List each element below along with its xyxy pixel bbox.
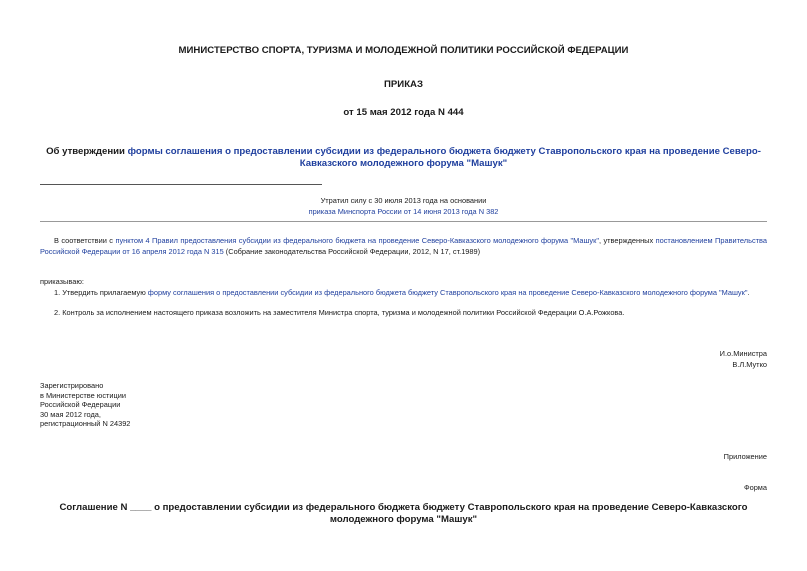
title-divider: [40, 184, 322, 185]
agreement-form-link[interactable]: форму соглашения о предоставлении субсидии из федерального бюджета бюджету Ставропольского края на проведение Северо-Кавказского молодежного форума "Машук": [147, 288, 748, 297]
preamble-text-3: (Собрание законодательства Российской Федерации, 2012, N 17, ст.1989): [223, 247, 481, 256]
form-label: Форма: [743, 483, 767, 492]
order-date-number: от 15 мая 2012 года N 444: [343, 107, 464, 118]
order-title-link[interactable]: формы соглашения о предоставлении субсидии из федерального бюджета бюджету Ставропольского края на проведение Северо-Кавказского молодежного форума "Машук": [127, 146, 761, 169]
ministry-heading: МИНИСТЕРСТВО СПОРТА, ТУРИЗМА И МОЛОДЕЖНОЙ ПОЛИТИКИ РОССИЙСКОЙ ФЕДЕРАЦИИ: [178, 45, 629, 56]
rules-link[interactable]: пунктом 4 Правил предоставления субсидии из федерального бюджета на проведение Северо-Кавказского молодежного форума "Машук": [115, 236, 599, 245]
registration-line: Зарегистрировано: [40, 381, 104, 390]
agreement-title: Соглашение N ____ о предоставлении субсидии из федерального бюджета бюджету Ставропольского края на проведение Северо-Кавказского молодежного форума "Машук": [59, 502, 748, 525]
registration-block: [40, 381, 130, 429]
status-repeal-link[interactable]: приказа Минспорта России от 14 июня 2013 года N 382: [308, 207, 499, 216]
item-1-text: 1. Утвердить прилагаемую: [54, 288, 148, 297]
preamble-text-1: В соответствии с: [54, 236, 116, 245]
order-word: приказываю:: [40, 277, 84, 286]
order-title-prefix: Об утверждении: [46, 146, 128, 157]
signature-name: В.Л.Мутко: [732, 360, 767, 369]
order-item-1: [40, 287, 767, 298]
registration-line: 30 мая 2012 года,: [40, 409, 101, 419]
registration-line: Российской Федерации: [40, 400, 121, 410]
registration-line: регистрационный N 24392: [40, 419, 131, 429]
status-divider: [40, 221, 767, 222]
order-item-2: 2. Контроль за исполнением настоящего приказа возложить на заместителя Министра спорта, туризма и молодежной политики Российской Федерации О.А.Рожкова.: [54, 308, 625, 317]
signature-position: И.о.Министра: [719, 349, 767, 358]
status-line: Утратил силу с 30 июля 2013 года на основании: [320, 196, 487, 205]
appendix-label: Приложение: [723, 452, 767, 461]
preamble-text-2: , утвержденных: [598, 236, 656, 245]
preamble-paragraph: [40, 235, 767, 257]
document-type: ПРИКАЗ: [384, 79, 423, 90]
order-title: [40, 146, 767, 170]
government-resolution-link[interactable]: постановлением Правительства Российской Федерации от 16 апреля 2012 года N 315: [40, 236, 767, 256]
registration-line: в Министерстве юстиции: [40, 390, 127, 400]
item-1-end: .: [747, 288, 750, 297]
